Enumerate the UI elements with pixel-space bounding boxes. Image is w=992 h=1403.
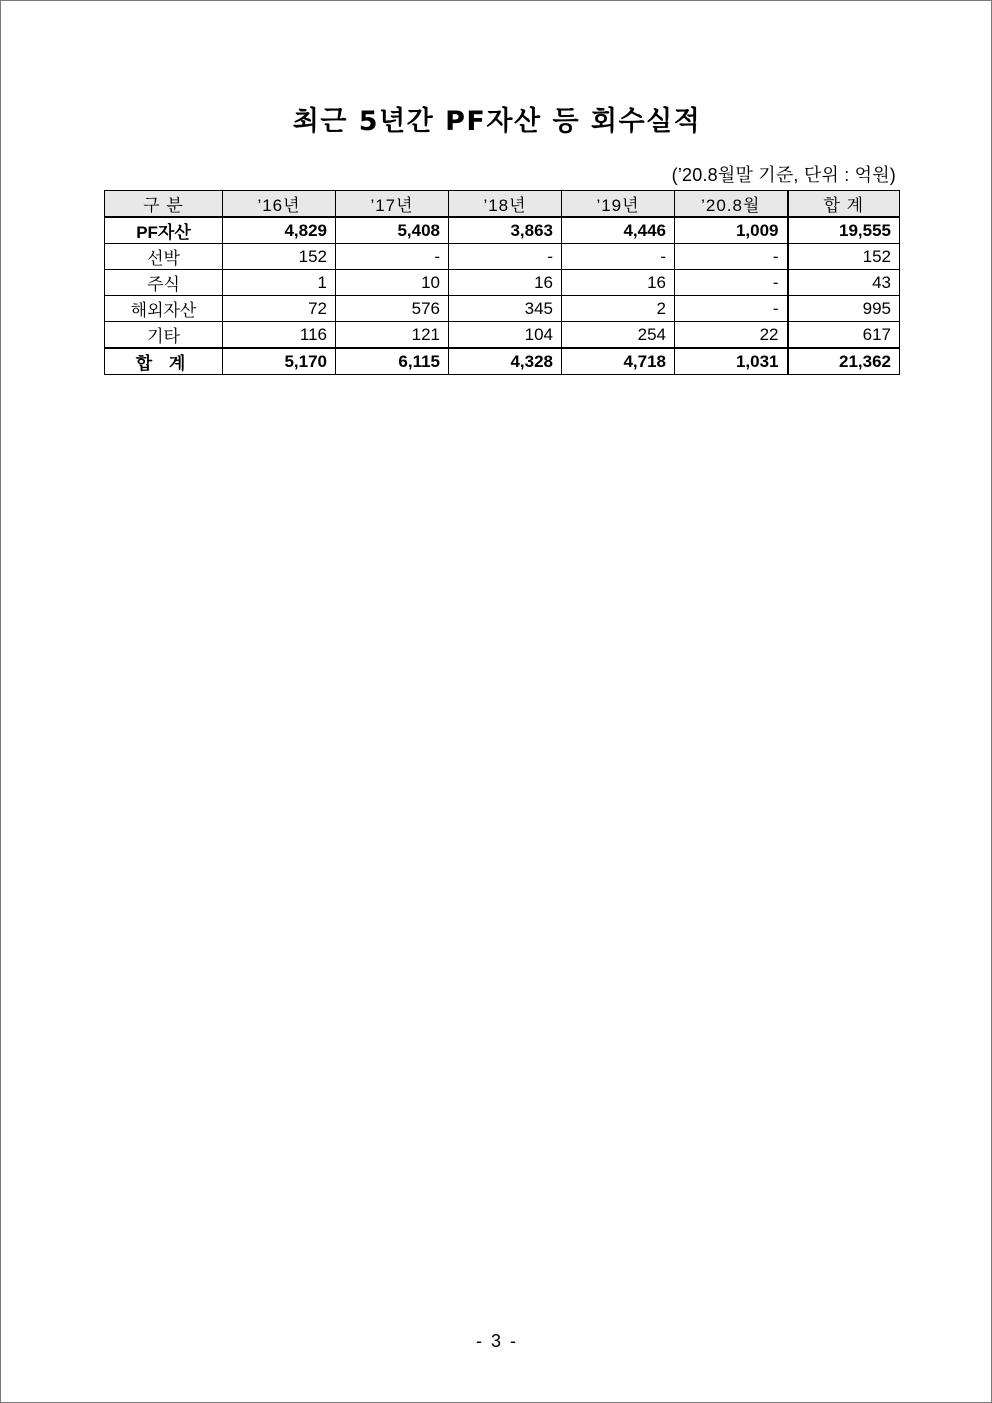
cell-total-2020-08: 1,031 — [675, 348, 788, 375]
cell-others-2017: 121 — [336, 322, 449, 349]
cell-others-2016: 116 — [223, 322, 336, 349]
cell-overseas-2018: 345 — [449, 296, 562, 322]
column-header-total: 합 계 — [788, 191, 900, 218]
cell-stock-2019: 16 — [562, 270, 675, 296]
cell-ship-2016: 152 — [223, 244, 336, 270]
cell-overseas-2017: 576 — [336, 296, 449, 322]
cell-others-2020-08: 22 — [675, 322, 788, 349]
unit-note: (’20.8월말 기준, 단위 : 억원) — [671, 165, 896, 185]
column-header-2017: ’17년 — [336, 191, 449, 218]
cell-ship-2017: - — [336, 244, 449, 270]
cell-pf-2016: 4,829 — [223, 217, 336, 244]
table-row — [105, 217, 900, 244]
row-label-overseas-asset: 해외자산 — [105, 296, 223, 322]
column-header-2019: ’19년 — [562, 191, 675, 218]
cell-stock-2020-08: - — [675, 270, 788, 296]
column-header-2020-08: ’20.8월 — [675, 191, 788, 218]
cell-grand-total: 21,362 — [788, 348, 900, 375]
row-label-ship: 선박 — [105, 244, 223, 270]
cell-others-2019: 254 — [562, 322, 675, 349]
cell-pf-2019: 4,446 — [562, 217, 675, 244]
table-row — [105, 322, 900, 349]
table-row — [105, 244, 900, 270]
row-label-pf-asset: PF자산 — [105, 217, 223, 244]
row-label-stock: 주식 — [105, 270, 223, 296]
column-header-2016: ’16년 — [223, 191, 336, 218]
cell-pf-2017: 5,408 — [336, 217, 449, 244]
row-label-total: 합 계 — [105, 348, 223, 375]
cell-overseas-total: 995 — [788, 296, 900, 322]
cell-pf-2018: 3,863 — [449, 217, 562, 244]
cell-ship-2018: - — [449, 244, 562, 270]
table-row — [105, 270, 900, 296]
cell-others-2018: 104 — [449, 322, 562, 349]
cell-pf-2020-08: 1,009 — [675, 217, 788, 244]
column-header-2018: ’18년 — [449, 191, 562, 218]
cell-total-2017: 6,115 — [336, 348, 449, 375]
cell-ship-total: 152 — [788, 244, 900, 270]
table-row — [105, 296, 900, 322]
page-number: - 3 - — [475, 1331, 518, 1351]
cell-ship-2020-08: - — [675, 244, 788, 270]
table-footer-row — [105, 348, 900, 375]
cell-stock-2017: 10 — [336, 270, 449, 296]
cell-ship-2019: - — [562, 244, 675, 270]
cell-others-total: 617 — [788, 322, 900, 349]
cell-pf-total: 19,555 — [788, 217, 900, 244]
cell-stock-2018: 16 — [449, 270, 562, 296]
table-header-row — [105, 191, 900, 218]
cell-total-2016: 5,170 — [223, 348, 336, 375]
cell-total-2018: 4,328 — [449, 348, 562, 375]
cell-overseas-2019: 2 — [562, 296, 675, 322]
cell-overseas-2020-08: - — [675, 296, 788, 322]
row-label-others: 기타 — [105, 322, 223, 349]
column-header-category: 구 분 — [105, 191, 223, 218]
recovery-performance-table — [104, 190, 900, 375]
page-title: 최근 5년간 PF자산 등 회수실적 — [292, 106, 702, 137]
cell-stock-total: 43 — [788, 270, 900, 296]
cell-total-2019: 4,718 — [562, 348, 675, 375]
cell-overseas-2016: 72 — [223, 296, 336, 322]
cell-stock-2016: 1 — [223, 270, 336, 296]
